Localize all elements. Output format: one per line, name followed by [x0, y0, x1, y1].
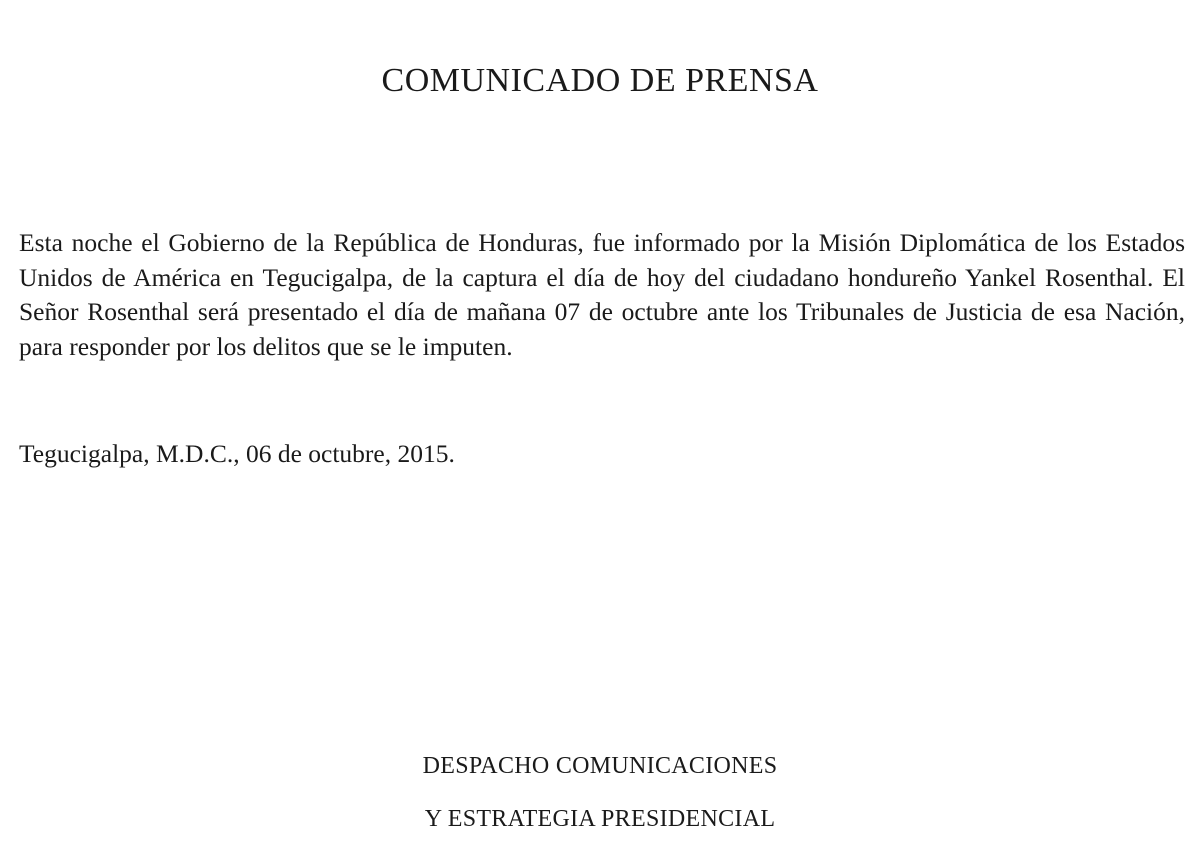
body-paragraph: Esta noche el Gobierno de la República de Honduras, fue informado por la Misión Diplomática de los Estados Unidos de América en Tegucigalpa, de la captura el día de hoy del ciudadano hondureño Yankel Rosenthal. El Señor Rosenthal será presentado el día de mañana 07 de octubre ante los Tribunales de Justicia de esa Nación, para responder por los delitos que se le imputen. — [19, 228, 1185, 361]
document-title: COMUNICADO DE PRENSA — [381, 62, 819, 99]
signature-line-1: DESPACHO COMUNICACIONES — [422, 753, 778, 779]
signature-line-2: Y ESTRATEGIA PRESIDENCIAL — [424, 806, 776, 832]
dateline: Tegucigalpa, M.D.C., 06 de octubre, 2015. — [19, 439, 455, 468]
